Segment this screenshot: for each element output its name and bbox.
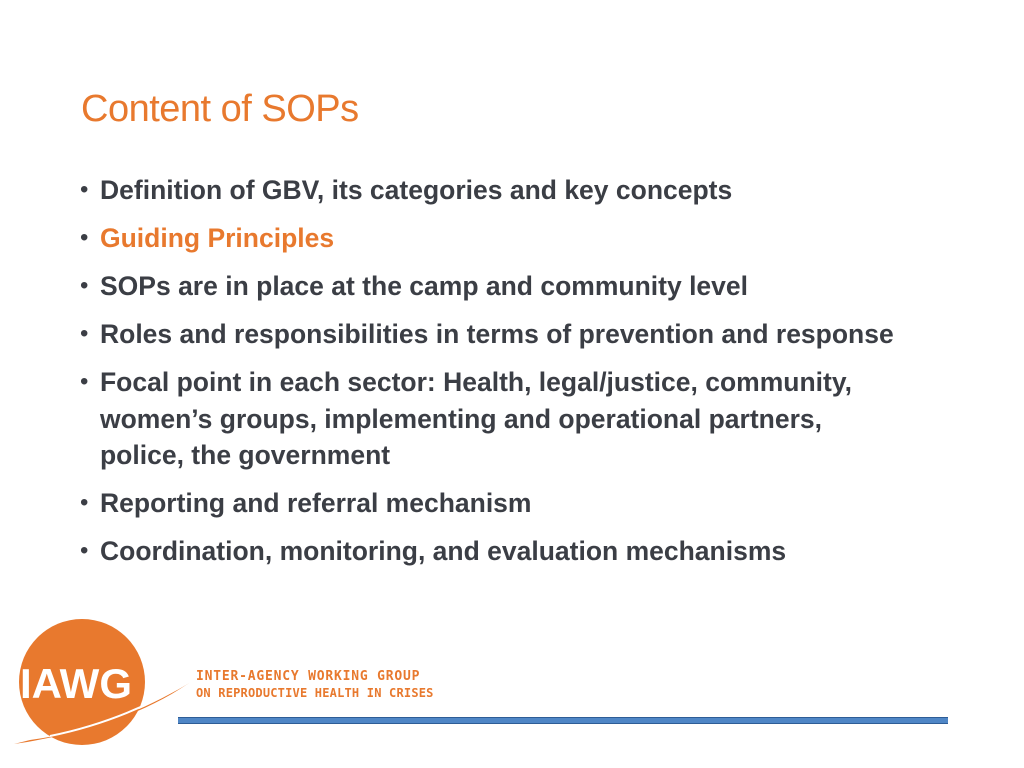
bullet-item-highlighted: [80, 220, 900, 257]
bullet-text: Coordination, monitoring, and evaluation mechanisms: [100, 536, 787, 566]
bullet-dot: •: [80, 224, 89, 251]
org-name: [196, 669, 434, 701]
bullet-dot: •: [80, 489, 89, 516]
org-name-line1: INTER-AGENCY WORKING GROUP: [196, 669, 421, 684]
bullet-text: SOPs are in place at the camp and community level: [100, 271, 749, 301]
slide-title: Content of SOPs: [81, 88, 359, 130]
footer-rule: [178, 717, 948, 724]
bullet-dot: •: [80, 368, 89, 395]
bullet-text: Focal point in each sector: Health, legal/justice, community, women’s groups, implementing and operational partners, police, the government: [100, 367, 852, 470]
bullet-item: [80, 172, 900, 209]
bullet-dot: •: [80, 176, 89, 203]
logo-text: IAWG: [20, 660, 132, 707]
bullet-item: [80, 316, 900, 353]
bullet-dot: •: [80, 537, 89, 564]
bullet-text: Guiding Principles: [100, 223, 335, 253]
bullet-dot: •: [80, 320, 89, 347]
bullet-text: Reporting and referral mechanism: [100, 488, 532, 518]
bullet-text: Roles and responsibilities in terms of prevention and response: [100, 319, 894, 349]
org-name-line2: ON REPRODUCTIVE HEALTH IN CRISES: [196, 686, 434, 700]
bullet-list: [80, 172, 900, 581]
bullet-dot: •: [80, 272, 89, 299]
bullet-item: [80, 364, 900, 474]
bullet-text: Definition of GBV, its categories and key concepts: [100, 175, 733, 205]
bullet-item: [80, 268, 900, 305]
iawg-logo-icon: [10, 616, 200, 746]
bullet-item: [80, 533, 900, 570]
bullet-item: [80, 485, 900, 522]
